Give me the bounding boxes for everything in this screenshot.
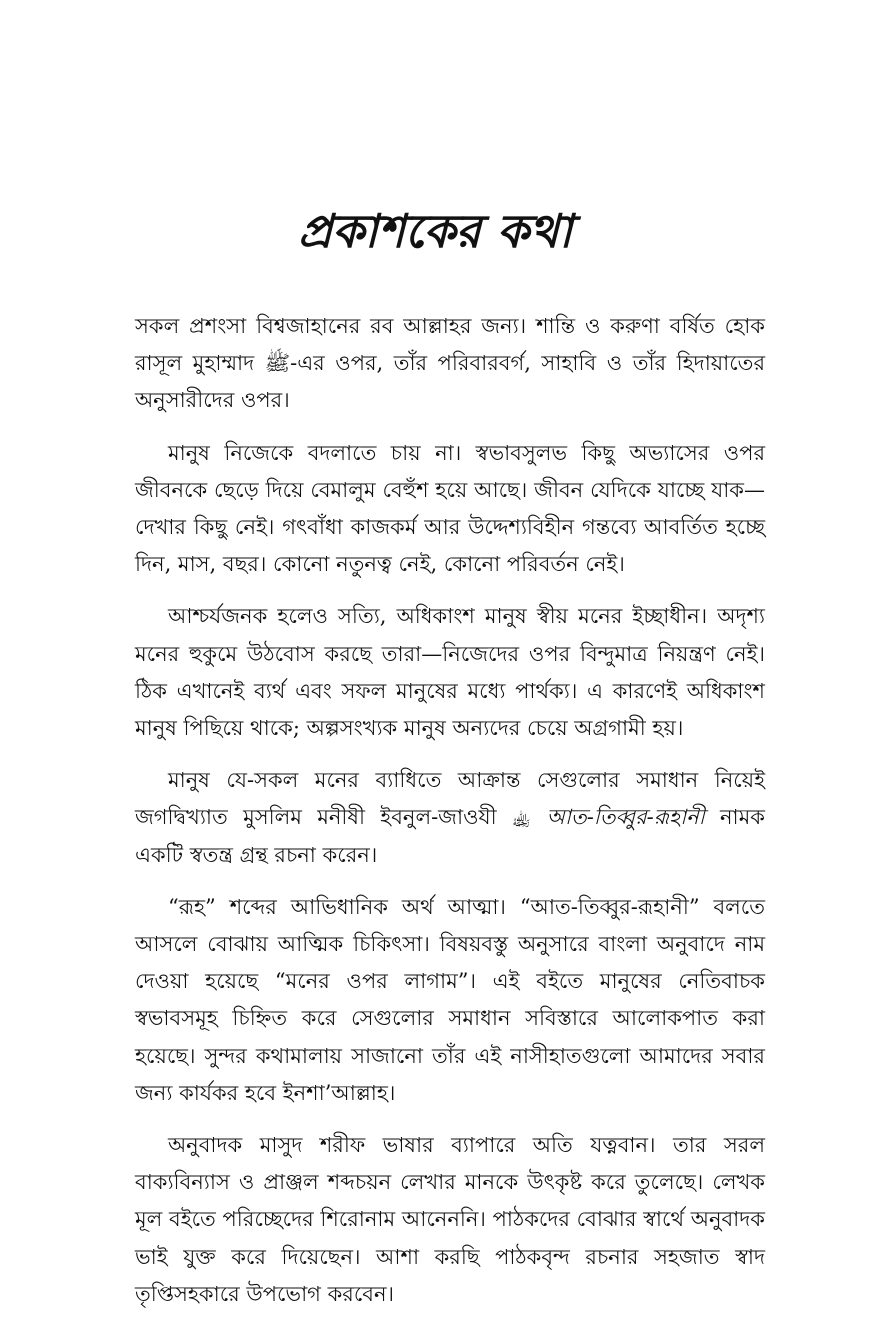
page-body	[135, 308, 765, 1328]
book-title: আত-তিব্বুর-রূহানী	[546, 805, 705, 830]
paragraph-5: “রূহ” শব্দের আভিধানিক অর্থ আত্মা। “আত-তিব্বুর-রূহানী” বলতে আসলে বোঝায় আত্মিক চিকিৎসা। বিষয়বস্তু অনুসারে বাংলা অনুবাদে নাম দেওয়া হয়েছে “মনের ওপর লাগাম”। এই বইতে মানুষের নেতিবাচক স্বভাবসমূহ চিহ্নিত করে সেগুলোর সমাধান সবিস্তারে আলোকপাত করা হয়েছে। সুন্দর কথামালায় সাজানো তাঁর এই নাসীহাতগুলো আমাদের সবার জন্য কার্যকর হবে ইনশা’আল্লাহ।	[135, 894, 765, 1105]
paragraph-2: মানুষ নিজেকে বদলাতে চায় না। স্বভাবসুলভ কিছু অভ্যাসের ওপর জীবনকে ছেড়ে দিয়ে বেমালুম বেহুঁশ হয়ে আছে। জীবন যেদিকে যাচ্ছে যাক—দেখার কিছু নেই। গৎবাঁধা কাজকর্ম আর উদ্দেশ্যবিহীন গন্তব্যে আবর্তিত হচ্ছে দিন, মাস, বছর। কোনো নতুনত্ব নেই, কোনো পরিবর্তন নেই।	[135, 440, 765, 577]
paragraph-6: অনুবাদক মাসুদ শরীফ ভাষার ব্যাপারে অতি যত্নবান। তার সরল বাক্যবিন্যাস ও প্রাঞ্জল শব্দচয়ন লেখার মানকে উৎকৃষ্ট করে তুলেছে। লেখক মূল বইতে পরিচ্ছেদের শিরোনাম আনেননি। পাঠকদের বোঝার স্বার্থে অনুবাদক ভাই যুক্ত করে দিয়েছেন। আশা করছি পাঠকবৃন্দ রচনার সহজাত স্বাদ তৃপ্তিসহকারে উপভোগ করবেন।	[135, 1133, 765, 1306]
paragraph-1: সকল প্রশংসা বিশ্বজাহানের রব আল্লাহর জন্য। শান্তি ও করুণা বর্ষিত হোক রাসূল মুহাম্মাদ ﷺ-এর ওপর, তাঁর পরিবারবর্গ, সাহাবি ও তাঁর হিদায়াতের অনুসারীদের ওপর।	[135, 314, 765, 413]
paragraph-4-text-end: নামক একটি স্বতন্ত্র গ্রন্থ রচনা করেন।	[135, 805, 765, 867]
page-title: প্রকাশকের কথা	[297, 204, 573, 258]
paragraph-4	[135, 762, 765, 874]
paragraph-3: আশ্চর্যজনক হলেও সত্যি, অধিকাংশ মানুষ স্বীয় মনের ইচ্ছাধীন। অদৃশ্য মনের হুকুমে উঠবোস করছে তারা—নিজেদের ওপর বিন্দুমাত্র নিয়ন্ত্রণ নেই। ঠিক এখানেই ব্যর্থ এবং সফল মানুষের মধ্যে পার্থক্য। এ কারণেই অধিকাংশ মানুষ পিছিয়ে থাকে; অল্পসংখ্যক মানুষ অন্যদের চেয়ে অগ্রগামী হয়।	[135, 604, 765, 741]
paragraph-4-text-start: মানুষ যে-সকল মনের ব্যাধিতে আক্রান্ত সেগুলোর সমাধান নিয়েই জগদ্বিখ্যাত মুসলিম মনীষী ইবনুল-জাওযী ﵀	[135, 768, 765, 830]
